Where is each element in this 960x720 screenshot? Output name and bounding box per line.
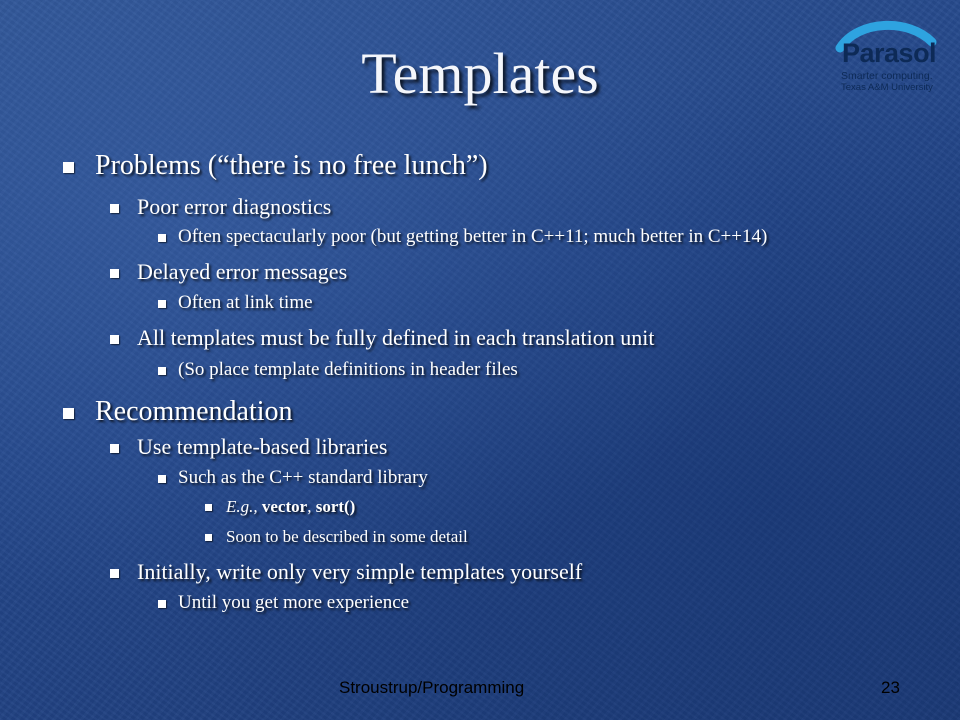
bullet-level2: Poor error diagnostics [137,194,332,219]
bullet-marker-icon [158,300,166,308]
bullet-marker-icon [158,475,166,483]
bullet-marker-icon [110,204,119,213]
logo-tagline: Smarter computing. [841,70,933,82]
bullet-level4 [226,497,355,517]
bullet-level2: Delayed error messages [137,259,348,284]
bullet-level2: All templates must be fully defined in each translation unit [137,325,655,350]
bullet-level3: Often at link time [178,292,313,313]
bullet-marker-icon [158,600,166,608]
footer-author: Stroustrup/Programming [339,678,525,697]
bullet-text-part: , [307,497,316,516]
bullet-marker-icon [110,444,119,453]
slide-title: Templates [361,41,599,106]
bullet-marker-icon [205,534,212,541]
bullet-level3: Such as the C++ standard library [178,467,428,488]
bullet-marker-icon [63,408,74,419]
bullet-marker-icon [158,367,166,375]
bullet-level1: Recommendation [95,396,293,427]
logo-university: Texas A&M University [841,82,933,93]
logo-name: Parasol [842,38,937,68]
bullet-marker-icon [110,335,119,344]
bullet-text-part: E.g., [226,497,258,516]
bullet-marker-icon [110,269,119,278]
bullet-level3: (So place template definitions in header files [178,359,518,380]
bullet-level2: Initially, write only very simple templates yourself [137,559,583,584]
bullet-text-part: vector [261,497,308,516]
bullet-level1: Problems (“there is no free lunch”) [95,150,488,181]
bullet-level2: Use template-based libraries [137,434,388,459]
bullet-text-part: sort() [315,497,356,516]
bullet-marker-icon [63,162,74,173]
bullet-marker-icon [205,504,212,511]
page-number: 23 [881,678,900,697]
bullet-marker-icon [110,569,119,578]
bullet-marker-icon [158,234,166,242]
bullet-level3: Often spectacularly poor (but getting better in C++11; much better in C++14) [178,226,768,247]
bullet-level3: Until you get more experience [178,592,410,613]
bullet-level4: Soon to be described in some detail [226,527,468,546]
